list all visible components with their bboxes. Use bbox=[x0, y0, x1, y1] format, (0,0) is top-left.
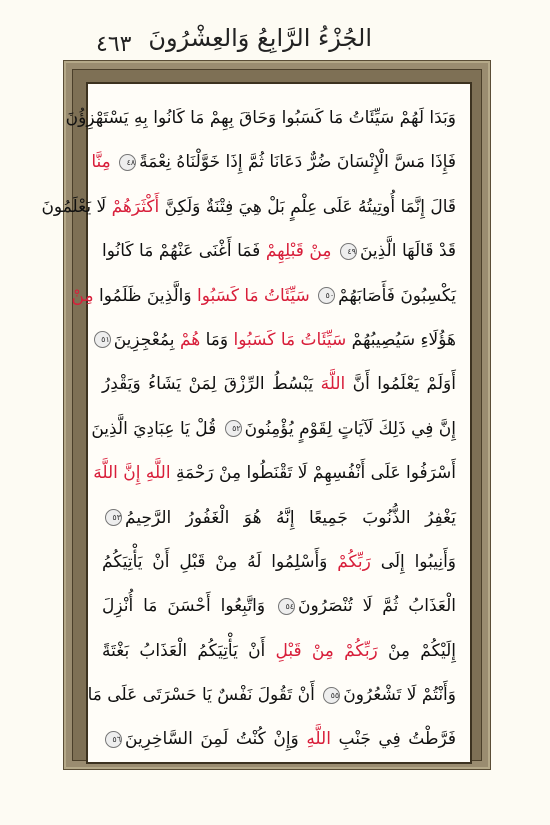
text-line bbox=[88, 318, 470, 362]
text-line bbox=[88, 407, 470, 451]
page-header bbox=[0, 14, 550, 64]
ayah-number-marker: ٥٥ bbox=[323, 687, 340, 704]
verse-text: يَكْسِبُونَ فَأَصَابَهُمْ bbox=[338, 285, 456, 306]
page-number: ٤٦٣ bbox=[96, 32, 132, 57]
highlighted-word: اللَّهِ bbox=[306, 729, 339, 750]
highlighted-word: رَبِّكُمْ bbox=[337, 551, 381, 572]
verse-text: فَرَّطْتُ فِي جَنْبِ bbox=[338, 729, 456, 750]
verse-text: أَنْ تَقُولَ نَفْسٌ يَا حَسْرَتَى عَلَى مَا bbox=[87, 685, 321, 706]
text-line bbox=[71, 274, 470, 318]
highlighted-word: سَيِّئَاتُ مَا كَسَبُوا bbox=[197, 285, 316, 306]
text-line bbox=[65, 96, 470, 140]
juz-title: الجُزْءُ الرَّابِعُ وَالعِشْرُونَ bbox=[148, 24, 372, 52]
verse-text: بِمُعْجِزِينَ bbox=[113, 329, 180, 350]
verse-text: إِلَيْكُمْ مِنْ bbox=[387, 640, 456, 661]
text-line bbox=[88, 629, 470, 673]
verse-text: وَاتَّبِعُوا أَحْسَنَ مَا أُنْزِلَ bbox=[102, 596, 276, 617]
highlighted-word: أَكْثَرَهُمْ bbox=[111, 196, 165, 217]
text-line bbox=[88, 584, 470, 628]
text-line bbox=[88, 140, 470, 184]
ayah-number-marker: ٤٨ bbox=[119, 154, 136, 171]
verse-text: وَأَسْلِمُوا لَهُ مِنْ قَبْلِ أَنْ يَأْتِيَكُمُ bbox=[102, 551, 338, 572]
verse-text: قَالَ إِنَّمَا أُوتِيتُهُ عَلَى عِلْمٍ بَلْ هِيَ فِتْنَةٌ وَلَكِنَّ bbox=[164, 196, 456, 217]
verse-text: يَغْفِرُ الذُّنُوبَ جَمِيعًا إِنَّهُ هُوَ الْغَفُورُ الرَّحِيمُ bbox=[125, 507, 456, 528]
highlighted-word: مِنْ قَبْلِهِمْ bbox=[265, 241, 337, 262]
highlighted-word: مِنَّا bbox=[91, 152, 117, 173]
verse-text: قَدْ قَالَهَا الَّذِينَ bbox=[359, 241, 457, 262]
highlighted-word: مِنْ bbox=[71, 285, 99, 306]
verse-text: لَا يَعْلَمُونَ bbox=[41, 196, 112, 217]
text-line bbox=[88, 673, 470, 717]
ayah-number-marker: ٥٢ bbox=[225, 420, 242, 437]
text-panel bbox=[41, 82, 472, 764]
ayah-number-marker: ٥٤ bbox=[278, 598, 295, 615]
text-line bbox=[88, 229, 470, 273]
text-line bbox=[88, 362, 470, 406]
verse-text: أَسْرَفُوا عَلَى أَنْفُسِهِمْ لَا تَقْنَطُوا مِنْ رَحْمَةِ bbox=[175, 463, 456, 484]
text-line bbox=[41, 185, 470, 229]
highlighted-word: سَيِّئَاتُ مَا كَسَبُوا bbox=[233, 329, 352, 350]
verse-text: إِنَّ فِي ذَلِكَ لَآيَاتٍ لِقَوْمٍ يُؤْمِنُونَ bbox=[244, 418, 456, 439]
verse-text: وَمَا bbox=[205, 329, 234, 350]
ayah-number-marker: ٤٩ bbox=[340, 243, 357, 260]
verse-text: وَبَدَا لَهُمْ سَيِّئَاتُ مَا كَسَبُوا وَحَاقَ بِهِمْ مَا كَانُوا بِهِ يَسْتَهْزِؤُنَ bbox=[65, 108, 456, 128]
highlighted-word: هُمْ bbox=[179, 329, 206, 350]
highlighted-word: رَبِّكُمْ مِنْ قَبْلِ bbox=[275, 640, 388, 661]
verse-text: الْعَذَابُ ثُمَّ لَا تُنْصَرُونَ bbox=[298, 596, 456, 617]
verse-text: وَأَنْتُمْ لَا تَشْعُرُونَ bbox=[343, 685, 456, 706]
highlighted-word: اللَّهِ إِنَّ اللَّهَ bbox=[93, 463, 176, 484]
verse-text: هَؤُلَاءِ سَيُصِيبُهُمْ bbox=[351, 329, 456, 350]
verse-text: وَالَّذِينَ ظَلَمُوا bbox=[99, 285, 198, 306]
highlighted-word: اللَّهَ bbox=[320, 374, 353, 395]
verse-text: قُلْ يَا عِبَادِيَ الَّذِينَ bbox=[91, 418, 222, 439]
verse-text: وَأَنِيبُوا إِلَى bbox=[380, 551, 457, 572]
verse-text: فَإِذَا مَسَّ الْإِنْسَانَ ضُرٌّ دَعَانَا ثُمَّ إِذَا خَوَّلْنَاهُ نِعْمَةً bbox=[139, 152, 456, 173]
ayah-number-marker: ٥٣ bbox=[105, 509, 122, 526]
quran-text bbox=[41, 96, 470, 762]
ayah-number-marker: ٥١ bbox=[94, 331, 111, 348]
ayah-number-marker: ٥٠ bbox=[318, 287, 335, 304]
verse-text: يَبْسُطُ الرِّزْقَ لِمَنْ يَشَاءُ وَيَقْدِرُ bbox=[102, 374, 321, 395]
verse-text: أَنْ يَأْتِيَكُمُ الْعَذَابُ بَغْتَةً bbox=[102, 640, 276, 661]
text-line bbox=[88, 451, 470, 495]
verse-text: وَإِنْ كُنْتُ لَمِنَ السَّاخِرِينَ bbox=[125, 729, 307, 750]
verse-text: أَوَلَمْ يَعْلَمُوا أَنَّ bbox=[352, 374, 456, 395]
text-line bbox=[88, 717, 470, 761]
ayah-number-marker: ٥٦ bbox=[105, 731, 122, 748]
verse-text: فَمَا أَغْنَى عَنْهُمْ مَا كَانُوا bbox=[102, 241, 266, 262]
text-line bbox=[88, 540, 470, 584]
text-line bbox=[88, 496, 470, 540]
